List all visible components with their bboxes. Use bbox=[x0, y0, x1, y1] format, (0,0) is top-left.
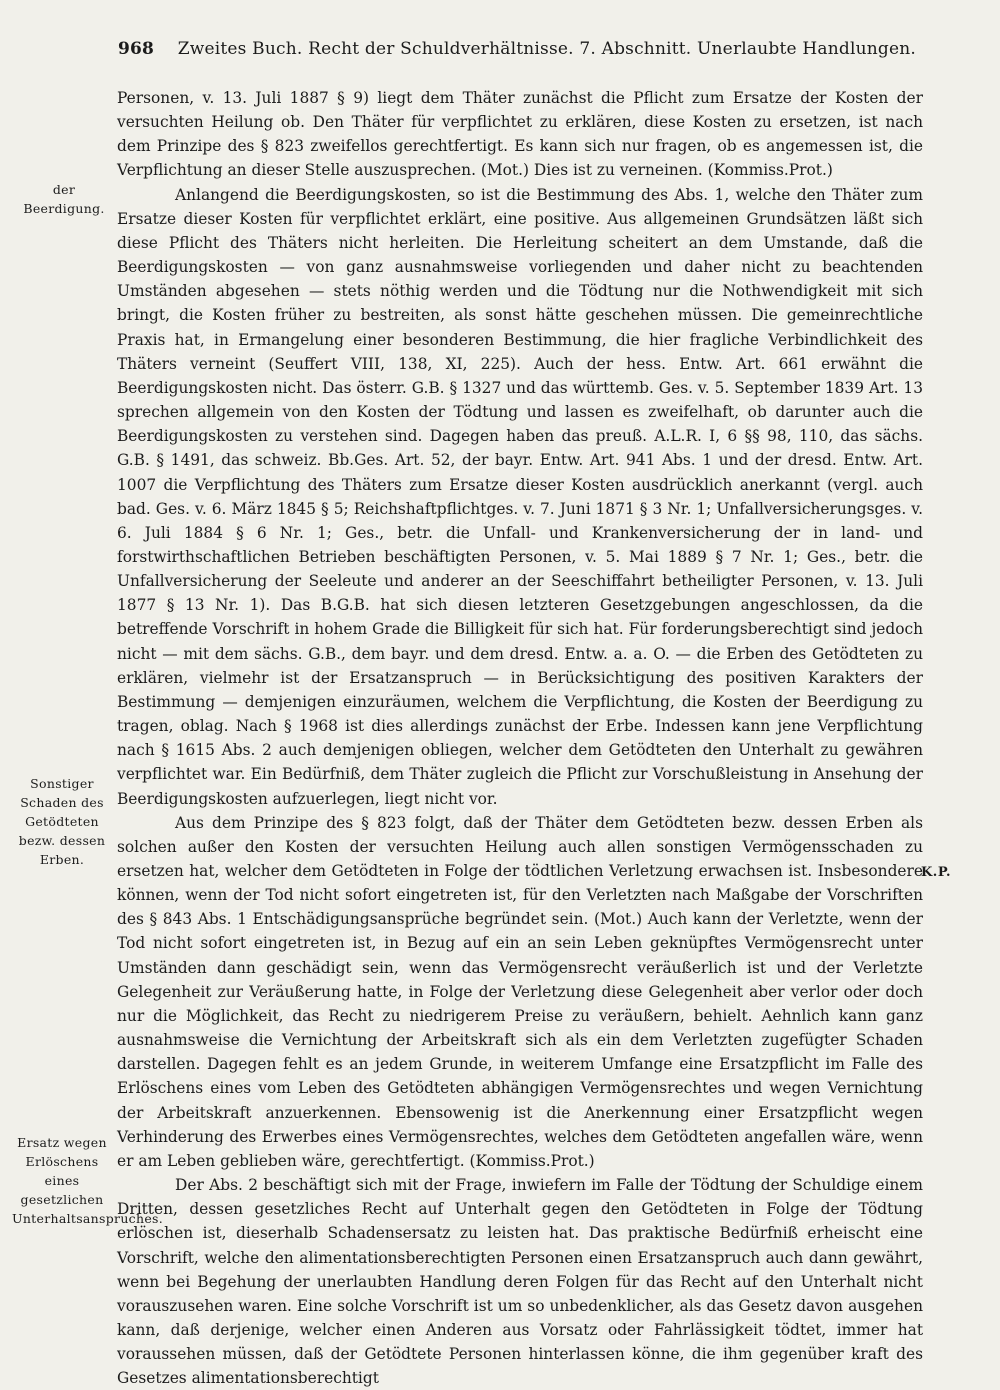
running-header bbox=[118, 36, 918, 62]
running-title: Zweites Buch. Recht der Schuldverhältnisse. 7. Abschnitt. Unerlaubte Handlungen. bbox=[177, 39, 916, 59]
margin-note-other-damage: Sonstiger Schaden des Getödteten bezw. dessen Erben. bbox=[18, 776, 106, 867]
paragraph-burial-costs: Anlangend die Beerdigungskosten, so ist die Bestimmung des Abs. 1, welche den Thäter zum Ersatze dieser Kosten für verpflichtet erklärt, eine positive. Aus allgemeinen Grundsätzen läßt sich diese Pflicht des Thäters nicht herleiten. Die Herleitung scheitert an dem Umstande, daß die Beerdigungskosten — von ganz ausnahmsweise vorliegenden und daher nicht zu beachtenden Umständen abgesehen — stets nöthig werden und die Tödtung nur die Nothwendigkeit mit sich bringt, die Kosten früher zu bestreiten, als sonst hätte geschehen müssen. Die gemeinrechtliche Praxis hat, in Ermangelung einer besonderen Bestimmung, die hier fragliche Verbindlichkeit des Thäters verneint (Seuffert VIII, 138, XI, 225). Auch der hess. Entw. Art. 661 erwähnt die Beerdigungskosten nicht. Das österr. G.B. § 1327 und das württemb. Ges. v. 5. September 1839 Art. 13 sprechen allgemein von den Kosten der Tödtung und lassen es zweifelhaft, ob darunter auch die Beerdigungskosten zu verstehen sind. Dagegen haben das preuß. A.L.R. I, 6 §§ 98, 110, das sächs. G.B. § 1491, das schweiz. Bb.Ges. Art. 52, der bayr. Entw. Art. 941 Abs. 1 und der dresd. Entw. Art. 1007 die Verpflichtung des Thäters zum Ersatze dieser Kosten ausdrücklich anerkannt (vergl. auch bad. Ges. v. 6. März 1845 § 5; Reichshaftpflichtges. v. 7. Juni 1871 § 3 Nr. 1; Unfallversicherungsges. v. 6. Juli 1884 § 6 Nr. 1; Ges., betr. die Unfall- und Krankenversicherung der in land- und forstwirthschaftlichen Betrieben beschäftigten Personen, v. 5. Mai 1889 § 7 Nr. 1; Ges., betr. die Unfallversicherung der Seeleute und anderer an der Seeschiffahrt betheiligter Personen, v. 13. Juli 1877 § 13 Nr. 1). Das B.G.B. hat sich diesen letzteren Gesetzgebungen angeschlossen, da die betreffende Vorschrift in hohem Grade die Billigkeit für sich hat. Für forderungsberechtigt sind jedoch nicht — mit dem sächs. G.B., dem bayr. und dem dresd. Entw. a. a. O. — die Erben des Getödteten zu erklären, vielmehr ist der Ersatzanspruch — in Berücksichtigung des positiven Karakters der Bestimmung — demjenigen einzuräumen, welchem die Verpflichtung, die Kosten der Beerdigung zu tragen, oblag. Nach § 1968 ist dies allerdings zunächst der Erbe. Indessen kann jene Verpflichtung nach § 1615 Abs. 2 auch demjenigen obliegen, welcher dem Getödteten den Unterhalt zu gewähren verpflichtet war. Ein Bedürfniß, dem Thäter zugleich die Pflicht zur Vorschußleistung in Ansehung der Beerdigungskosten aufzuerlegen, liegt nicht vor. bbox=[117, 185, 923, 808]
margin-note-burial: der Beerdigung. bbox=[23, 182, 105, 216]
paragraph-other-damage: Aus dem Prinzipe des § 823 folgt, daß der Thäter dem Getödteten bezw. dessen Erben als solchen außer den Kosten der versuchten Heilung auch allen sonstigen Vermögensschaden zu ersetzen hat, welcher dem Getödteten in Folge der tödtlichen Verletzung erwachsen ist. Insbesondere können, wenn der Tod nicht sofort eingetreten ist, für den Verletzten nach Maßgabe der Vorschriften des § 843 Abs. 1 Entschädigungsansprüche begründet sein. (Mot.) Auch kann der Verletzte, wenn der Tod nicht sofort eingetreten ist, in Bezug auf ein an sein Leben geknüpftes Vermögensrecht unter Umständen dann geschädigt sein, wenn das Vermögensrecht veräußerlich ist und der Verletzte Gelegenheit zur Veräußerung hatte, in Folge der Verletzung diese Gelegenheit aber verlor oder doch nur die Möglichkeit, das Recht zu niedrigerem Preise zu veräußern, behielt. Aehnlich kann ganz ausnahmsweise die Vernichtung der Arbeitskraft sich als ein dem Verletzten zugefügter Schaden darstellen. Dagegen fehlt es an jedem Grunde, in weiterem Umfange eine Ersatzpflicht im Falle des Erlöschens eines vom Leben des Getödteten abhängigen Vermögensrechtes und wegen Vernichtung der Arbeitskraft anzuerkennen. Ebensowenig ist die Anerkennung einer Ersatzpflicht wegen Verhinderung des Erwerbes eines Vermögensrechtes, welches dem Getödteten angefallen wäre, wenn er am Leben geblieben wäre, gerechtfertigt. (Kommiss.Prot.) bbox=[117, 813, 923, 1170]
margin-note-loss-of-support: Ersatz wegen Erlöschens eines gesetzlichen Unterhaltsanspruches. bbox=[12, 1135, 164, 1226]
paragraph-continuation: Personen, v. 13. Juli 1887 § 9) liegt dem Thäter zunächst die Pflicht zum Ersatze der Kosten der versuchten Heilung ob. Den Thäter für verpflichtet zu erklären, diese Kosten zu ersetzen, ist nach dem Prinzipe des § 823 zweifellos gerechtfertigt. Es kann sich nur fragen, ob es angemessen ist, die Verpflichtung an dieser Stelle auszusprechen. (Mot.) Dies ist zu verneinen. (Kommiss.Prot.) bbox=[117, 89, 923, 180]
page-number: 968 bbox=[118, 39, 155, 59]
body-text bbox=[117, 86, 923, 1390]
side-mark-kp: K.P. bbox=[921, 865, 951, 880]
paragraph-loss-of-support: Der Abs. 2 beschäftigt sich mit der Frage, inwiefern im Falle der Tödtung der Schuldige einem Dritten, dessen gesetzliches Recht auf Unterhalt gegen den Getödteten in Folge der Tödtung erlöschen ist, dieserhalb Schadensersatz zu leisten hat. Das praktische Bedürfniß erheischt eine Vorschrift, welche den alimentationsberechtigten Personen einen Ersatzanspruch auch dann gewährt, wenn bei Begehung der unerlaubten Handlung deren Folgen für das Recht auf den Unterhalt nicht vorauszusehen waren. Eine solche Vorschrift ist um so unbedenklicher, als das Gesetz davon ausgehen kann, daß derjenige, welcher einen Anderen aus Vorsatz oder Fahrlässigkeit tödtet, immer hat voraussehen müssen, daß der Getödtete Personen hinterlassen könne, die ihm gegenüber kraft des Gesetzes alimentationsberechtigt bbox=[117, 1176, 923, 1388]
